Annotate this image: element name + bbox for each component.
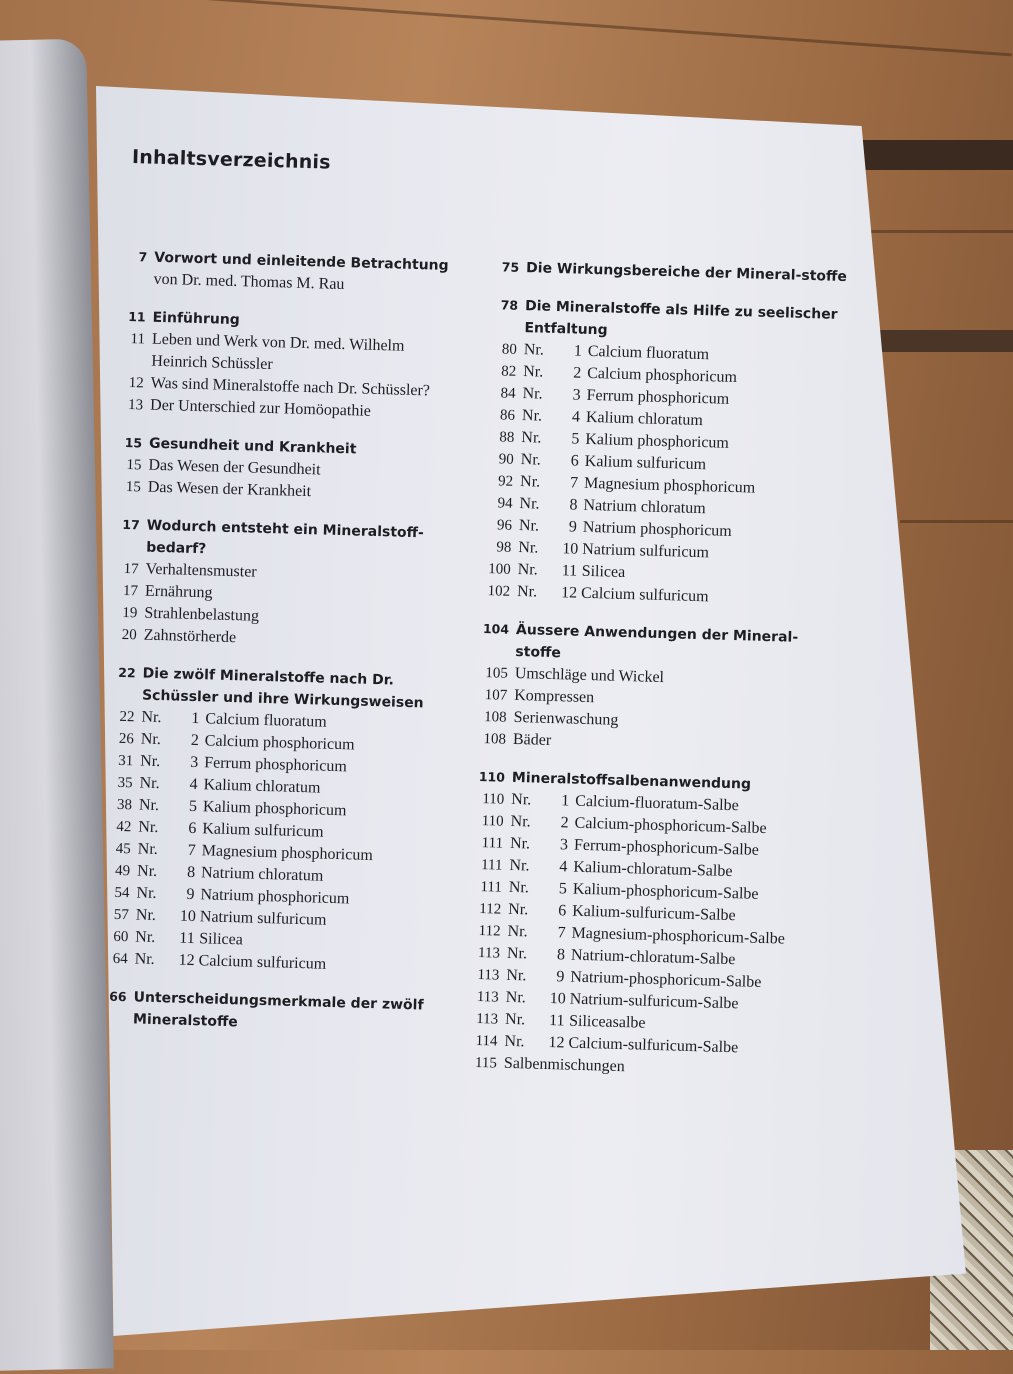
entry-title: Kalium chloratum xyxy=(203,776,321,797)
entry-page-number: 15 xyxy=(126,457,142,474)
entry-title: Silicea xyxy=(581,562,626,581)
entry-page-number: 113 xyxy=(477,945,501,962)
entry-title: Das Wesen der Gesundheit xyxy=(148,456,321,479)
entry-nr-number: 11 xyxy=(179,929,195,948)
entry-title: Calcium-sulfuricum-Salbe xyxy=(568,1034,739,1057)
entry-nr-number: 9 xyxy=(568,518,578,536)
page-title: Inhaltsverzeichnis xyxy=(131,146,332,174)
entry-title: Was sind Mineralstoffe nach Dr. Schüssler? xyxy=(150,374,431,400)
entry-nr-number: 7 xyxy=(187,841,196,860)
entry-text xyxy=(134,948,326,975)
section-title: Äussere Anwendungen der Mineral-stoffe xyxy=(515,621,799,662)
toc-section xyxy=(111,432,458,508)
entry-page-number: 110 xyxy=(482,791,505,808)
entry-title: von Dr. med. Thomas M. Rau xyxy=(153,270,345,294)
entry-title: Calcium-fluoratum-Salbe xyxy=(575,792,739,815)
section-title: Die Wirkungsbereiche der Mineral-stoffe xyxy=(525,260,848,286)
entry-title: Ferrum phosphoricum xyxy=(203,754,348,776)
entry-page-number: 80 xyxy=(501,341,518,358)
entry-nr-number: 6 xyxy=(557,902,567,920)
entry-title: Silicea xyxy=(199,930,244,949)
entry-page-number: 102 xyxy=(487,583,511,600)
entry-title: Umschläge und Wickel xyxy=(514,664,665,687)
entry-title: Magnesium phosphoricum xyxy=(201,842,374,865)
section-page-number: 104 xyxy=(482,621,510,637)
entry-title: Kalium phosphoricum xyxy=(585,430,730,452)
entry-page-number: 26 xyxy=(118,730,135,748)
entry-title: Natrium chloratum xyxy=(583,496,706,518)
section-title: Gesundheit und Krankheit xyxy=(148,435,357,458)
entry-page-number: 105 xyxy=(485,665,509,682)
entry-title: Kalium-sulfuricum-Salbe xyxy=(571,902,736,925)
entry-nr-number: 7 xyxy=(557,924,566,942)
entry-title: Calcium fluoratum xyxy=(205,710,327,731)
entry-nr-number: 12 xyxy=(548,1034,565,1052)
entry-nr-label: Nr. xyxy=(509,856,530,875)
section-title: Unterscheidungsmerkmale der zwölf Mineralstoffe xyxy=(132,989,424,1031)
entry-page-number: 113 xyxy=(475,1011,499,1028)
entry-title: Kalium sulfuricum xyxy=(202,820,324,841)
entry-title: Das Wesen der Krankheit xyxy=(147,478,312,501)
entry-nr-label: Nr. xyxy=(138,818,159,837)
entry-text xyxy=(143,625,236,650)
entry-page-number: 31 xyxy=(117,752,134,770)
entry-text xyxy=(517,581,709,608)
entry-page-number: 111 xyxy=(481,835,504,852)
entry-page-number: 113 xyxy=(477,967,500,984)
section-page-number: 110 xyxy=(478,768,506,785)
entry-nr-label: Nr. xyxy=(506,966,527,985)
entry-text xyxy=(504,1053,625,1078)
entry-nr-number: 6 xyxy=(570,452,580,470)
entry-page-number: 112 xyxy=(478,923,501,940)
entry-text xyxy=(144,603,259,628)
entry-page-number: 111 xyxy=(480,857,503,874)
entry-page-number: 96 xyxy=(496,517,513,534)
entry-page-number: 86 xyxy=(499,407,516,424)
entry-title: Kalium chloratum xyxy=(585,408,704,430)
section-title: Einführung xyxy=(152,309,241,329)
entry-page-number: 98 xyxy=(496,539,512,556)
section-title: Mineralstoffsalbenanwendung xyxy=(511,769,752,793)
entry-title: Magnesium-phosphoricum-Salbe xyxy=(571,924,786,948)
entry-title: Strahlenbelastung xyxy=(144,604,260,625)
entry-nr-label: Nr. xyxy=(139,752,161,771)
entry-nr-number: 2 xyxy=(190,731,200,750)
entry-page-number: 57 xyxy=(113,906,130,924)
section-page-number: 7 xyxy=(138,249,148,265)
entry-title: Zahnstörherde xyxy=(143,626,237,647)
entry-nr-number: 4 xyxy=(571,408,581,426)
entry-nr-number: 5 xyxy=(571,430,580,448)
toc-section xyxy=(487,256,847,288)
entry-title: Calcium phosphoricum xyxy=(586,364,738,387)
entry-page-number: 88 xyxy=(499,429,515,446)
entry-nr-label: Nr. xyxy=(523,363,544,381)
entry-title: Der Unterschied zur Homöopathie xyxy=(149,396,372,420)
toc-section xyxy=(106,514,455,656)
entry-page-number xyxy=(117,283,154,284)
section-heading xyxy=(96,985,442,1039)
section-title: Vorwort und einleitende Betrachtung xyxy=(154,249,449,274)
entry-title: Bäder xyxy=(512,730,552,749)
entry-nr-number: 8 xyxy=(556,946,566,964)
entry-title: Ernährung xyxy=(144,582,213,602)
toc-right-column xyxy=(464,256,847,1100)
entry-page-number: 94 xyxy=(497,495,513,512)
entry-page-number: 64 xyxy=(112,950,128,968)
entry-nr-number: 12 xyxy=(178,951,195,970)
entry-nr-label: Nr. xyxy=(137,840,158,859)
entry-title: Ferrum-phosphoricum-Salbe xyxy=(573,836,760,859)
toc-section xyxy=(474,618,838,760)
entry-page-number: 54 xyxy=(114,884,130,902)
entry-nr-label: Nr. xyxy=(523,341,545,359)
entry-page-number: 108 xyxy=(483,731,507,748)
entry-nr-number: 10 xyxy=(562,540,579,558)
entry-nr-number: 9 xyxy=(186,885,195,904)
entry-title: Natrium-chloratum-Salbe xyxy=(570,946,736,969)
entry-title: Calcium-phosphoricum-Salbe xyxy=(574,814,767,838)
entry-nr-number: 2 xyxy=(560,814,569,832)
section-title: Die Mineralstoffe als Hilfe zu seelischer Entfaltung xyxy=(524,298,838,339)
entry-title: Natrium sulfuricum xyxy=(582,540,710,562)
entry-title: Leben und Werk von Dr. med. Wilhelm Heinrich Schüssler xyxy=(151,330,405,374)
entry-text xyxy=(153,269,344,296)
entry-nr-label: Nr. xyxy=(506,944,528,963)
entry-nr-label: Nr. xyxy=(135,928,156,947)
entry-text xyxy=(145,581,213,605)
entry-nr-label: Nr. xyxy=(518,517,540,535)
toc-section xyxy=(96,985,442,1039)
entry-page-number: 12 xyxy=(128,375,144,392)
entry-title: Calcium sulfuricum xyxy=(580,584,709,606)
entry-nr-number: 7 xyxy=(569,474,579,492)
entry-page-number: 45 xyxy=(115,840,131,858)
entry-page-number: 100 xyxy=(487,561,511,578)
entry-page-number: 38 xyxy=(116,796,133,814)
entry-page-number: 49 xyxy=(114,862,131,880)
entry-nr-number: 10 xyxy=(179,907,197,926)
entry-page-number: 17 xyxy=(123,560,139,578)
toc-section xyxy=(97,662,450,980)
entry-page-number: 114 xyxy=(475,1032,498,1050)
entry-title: Salbenmischungen xyxy=(503,1054,625,1076)
entry-nr-number: 9 xyxy=(556,968,565,986)
entry-page-number: 11 xyxy=(130,331,146,348)
entry-nr-number: 3 xyxy=(559,836,569,854)
entry-nr-label: Nr. xyxy=(508,878,530,897)
entry-page-number: 35 xyxy=(117,774,133,792)
entry-page-number: 15 xyxy=(125,479,142,496)
entry-nr-number: 12 xyxy=(560,584,578,602)
section-page-number: 11 xyxy=(128,309,146,325)
entry-nr-label: Nr. xyxy=(507,900,529,919)
entry-page-number: 60 xyxy=(113,928,129,946)
entry-page-number: 84 xyxy=(500,385,516,402)
entry-nr-label: Nr. xyxy=(141,708,162,727)
entry-title: Kalium phosphoricum xyxy=(202,798,347,820)
entry-nr-number: 4 xyxy=(559,858,568,876)
entry-page-number: 111 xyxy=(480,879,503,896)
entry-title: Magnesium phosphoricum xyxy=(583,474,756,497)
entry-nr-number: 8 xyxy=(186,863,196,882)
toc-left-column xyxy=(95,246,462,1055)
entry-title: Kalium sulfuricum xyxy=(584,452,707,474)
entry-text xyxy=(513,707,618,732)
entry-page-number: 82 xyxy=(501,363,517,380)
entry-nr-label: Nr. xyxy=(511,790,532,809)
entry-nr-number: 1 xyxy=(191,709,200,728)
section-title: Wodurch entsteht ein Mineralstoff-bedarf? xyxy=(145,517,424,558)
entry-page-number: 13 xyxy=(127,397,144,414)
entry-page-number: 42 xyxy=(116,818,132,836)
entry-nr-label: Nr. xyxy=(521,429,542,447)
entry-nr-number: 5 xyxy=(188,797,198,816)
entry-title: Serienwaschung xyxy=(513,708,619,729)
entry-title: Natrium-sulfuricum-Salbe xyxy=(569,990,739,1013)
entry-nr-label: Nr. xyxy=(517,560,538,579)
entry-nr-number: 1 xyxy=(561,792,570,810)
entry-page-number: 112 xyxy=(479,901,502,918)
entry-title: Natrium phosphoricum xyxy=(582,518,732,540)
entry-nr-number: 8 xyxy=(569,496,578,514)
toc-section xyxy=(465,766,833,1084)
entry-nr-number: 2 xyxy=(572,364,582,382)
entry-page-number: 90 xyxy=(498,451,515,468)
entry-title: Verhaltensmuster xyxy=(145,560,257,581)
entry-nr-label: Nr. xyxy=(521,407,543,425)
entry-title: Natrium sulfuricum xyxy=(199,908,327,929)
toc-section xyxy=(116,246,462,300)
entry-nr-number: 4 xyxy=(189,775,198,794)
toc-section xyxy=(478,294,846,612)
entry-nr-label: Nr. xyxy=(519,473,541,491)
entry-nr-label: Nr. xyxy=(504,1010,526,1029)
entry-nr-number: 5 xyxy=(558,880,568,898)
entry-nr-label: Nr. xyxy=(135,906,157,925)
entry-text xyxy=(148,477,312,504)
entry-text xyxy=(135,926,243,951)
entry-nr-number: 1 xyxy=(573,342,583,360)
section-page-number: 75 xyxy=(501,259,520,275)
entry-nr-number: 10 xyxy=(549,990,566,1008)
entry-page-number: 113 xyxy=(476,989,499,1006)
entry-page-number: 22 xyxy=(119,708,135,726)
section-title: Die zwölf Mineralstoffe nach Dr. Schüssler und ihre Wirkungsweisen xyxy=(141,665,424,712)
entry-nr-label: Nr. xyxy=(504,1032,525,1051)
entry-nr-label: Nr. xyxy=(520,451,542,469)
entry-text xyxy=(514,685,595,709)
section-heading xyxy=(487,256,847,288)
entry-nr-label: Nr. xyxy=(507,922,528,941)
entry-nr-label: Nr. xyxy=(519,495,540,513)
entry-title: Ferrum phosphoricum xyxy=(586,386,730,408)
entry-title: Natrium-phosphoricum-Salbe xyxy=(570,968,762,991)
entry-nr-label: Nr. xyxy=(518,538,539,557)
entry-page-number: 17 xyxy=(122,582,139,600)
entry-nr-number: 3 xyxy=(189,753,199,772)
entry-nr-number: 11 xyxy=(561,562,578,580)
entry-page-number: 115 xyxy=(474,1054,498,1072)
entry-nr-label: Nr. xyxy=(136,862,158,881)
entry-nr-label: Nr. xyxy=(505,988,526,1007)
entry-nr-number: 6 xyxy=(188,819,197,838)
entry-page-number: 20 xyxy=(121,626,137,644)
entry-nr-label: Nr. xyxy=(139,774,160,793)
entry-nr-label: Nr. xyxy=(516,582,538,601)
toc-section xyxy=(113,306,461,426)
entry-nr-label: Nr. xyxy=(140,730,162,749)
entry-title: Calcium phosphoricum xyxy=(204,732,355,754)
section-page-number: 15 xyxy=(124,434,143,451)
section-page-number: 78 xyxy=(500,297,519,313)
entry-title: Calcium fluoratum xyxy=(587,342,710,364)
entry-text xyxy=(145,559,257,584)
entry-title: Natrium chloratum xyxy=(200,864,324,885)
entry-nr-label: Nr. xyxy=(510,812,531,831)
entry-nr-number: 11 xyxy=(548,1012,565,1030)
entry-page-number: 108 xyxy=(483,709,507,726)
entry-page-number: 107 xyxy=(484,687,508,704)
section-page-number: 17 xyxy=(122,516,141,533)
entry-text xyxy=(517,559,625,584)
entry-nr-number: 3 xyxy=(572,386,581,404)
entry-title: Siliceasalbe xyxy=(568,1012,646,1032)
entry-title: Kalium-chloratum-Salbe xyxy=(573,858,733,881)
entry-page-number: 110 xyxy=(481,813,504,830)
entry-nr-label: Nr. xyxy=(134,950,155,968)
section-page-number: 66 xyxy=(109,988,127,1005)
entry-title: Kalium-phosphoricum-Salbe xyxy=(572,880,759,903)
entry-nr-label: Nr. xyxy=(522,385,543,403)
entry-nr-label: Nr. xyxy=(509,834,531,853)
entry-text xyxy=(513,729,552,752)
entry-page-number: 92 xyxy=(497,473,514,490)
entry-nr-label: Nr. xyxy=(136,884,157,903)
section-page-number: 22 xyxy=(118,664,136,681)
entry-title: Kompressen xyxy=(513,686,595,707)
entry-nr-label: Nr. xyxy=(138,796,160,815)
entry-title: Calcium sulfuricum xyxy=(198,952,327,973)
entry-title: Natrium phosphoricum xyxy=(200,886,350,908)
entry-page-number: 19 xyxy=(122,604,138,622)
